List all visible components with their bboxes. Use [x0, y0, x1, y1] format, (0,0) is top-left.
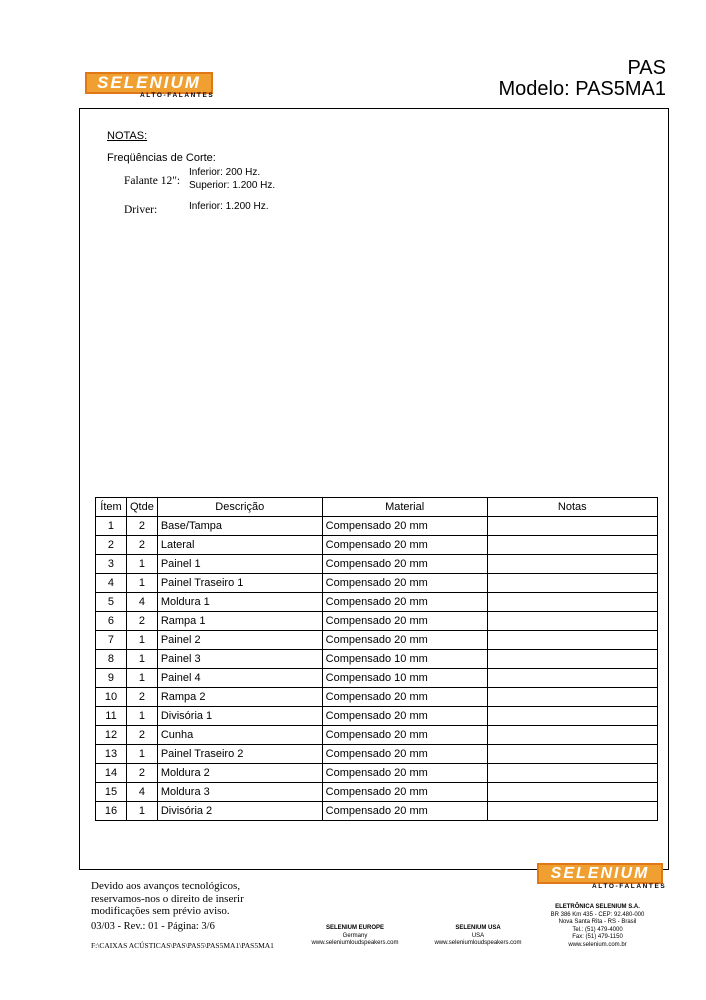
europe-country: Germany [342, 932, 368, 939]
cell-description: Moldura 3 [157, 783, 322, 802]
cell-notes [487, 574, 657, 593]
cell-qty: 1 [126, 802, 157, 821]
europe-url: www.seleniumloudspeakers.com [311, 940, 399, 946]
cell-description: Painel Traseiro 1 [157, 574, 322, 593]
cell-item: 7 [96, 631, 127, 650]
cell-description: Painel Traseiro 2 [157, 745, 322, 764]
cell-qty: 1 [126, 574, 157, 593]
cell-notes [487, 764, 657, 783]
cell-material: Compensado 20 mm [322, 555, 487, 574]
table-row [96, 631, 658, 650]
cell-material: Compensado 20 mm [322, 536, 487, 555]
cell-description: Rampa 2 [157, 688, 322, 707]
cell-qty: 2 [126, 517, 157, 536]
cell-notes [487, 555, 657, 574]
disclaimer-line-1: Devido aos avanços tecnológicos, [91, 880, 241, 892]
cell-material: Compensado 20 mm [322, 631, 487, 650]
table-row [96, 688, 658, 707]
cell-item: 14 [96, 764, 127, 783]
disclaimer-line-3: modificações sem prévio aviso. [91, 905, 230, 917]
cell-qty: 2 [126, 726, 157, 745]
cell-item: 16 [96, 802, 127, 821]
cell-description: Lateral [157, 536, 322, 555]
header-qty: Qtde [126, 498, 157, 517]
cell-item: 13 [96, 745, 127, 764]
header-notes: Notas [487, 498, 657, 517]
cell-item: 1 [96, 517, 127, 536]
cell-material: Compensado 20 mm [322, 574, 487, 593]
cell-qty: 2 [126, 764, 157, 783]
cell-material: Compensado 10 mm [322, 669, 487, 688]
freq-title: Freqüências de Corte: [107, 152, 216, 164]
cell-material: Compensado 20 mm [322, 783, 487, 802]
cell-notes [487, 536, 657, 555]
driver-label: Driver: [124, 204, 158, 216]
cell-description: Painel 4 [157, 669, 322, 688]
cell-description: Divisória 2 [157, 802, 322, 821]
cell-description: Cunha [157, 726, 322, 745]
company-address-1: BR 386 Km 435 - CEP: 92.480-000 [550, 911, 645, 918]
speaker-label: Falante 12": [124, 175, 181, 187]
cell-qty: 2 [126, 688, 157, 707]
notes-heading: NOTAS: [107, 130, 148, 142]
company-tel: Tel.: (51) 479-4000 [572, 926, 623, 933]
cell-notes [487, 802, 657, 821]
cell-description: Painel 1 [157, 555, 322, 574]
cell-item: 11 [96, 707, 127, 726]
cell-qty: 4 [126, 783, 157, 802]
company-address-2: Nova Santa Rita - RS - Brasil [558, 919, 637, 925]
disclaimer [91, 880, 244, 918]
logo-subtitle: ALTO-FALANTES [140, 92, 215, 99]
selenium-logo-footer: SELENIUM [537, 863, 663, 884]
header-item: Ítem [96, 498, 127, 517]
cell-material: Compensado 20 mm [322, 745, 487, 764]
table-row [96, 764, 658, 783]
model-title: Modelo: PAS5MA1 [498, 78, 666, 100]
table-row [96, 650, 658, 669]
cell-notes [487, 745, 657, 764]
cell-item: 5 [96, 593, 127, 612]
page-title: PAS [627, 57, 666, 79]
europe-name: SELENIUM EUROPE [325, 925, 384, 931]
cell-material: Compensado 20 mm [322, 612, 487, 631]
company-site: www.selenium.com.br [568, 941, 627, 948]
company-name: ELETRÔNICA SELENIUM S.A. [555, 904, 640, 910]
speaker-high: Superior: 1.200 Hz. [189, 180, 276, 191]
cell-item: 4 [96, 574, 127, 593]
usa-block [418, 925, 538, 948]
speaker-low: Inferior: 200 Hz. [189, 167, 261, 178]
cell-notes [487, 726, 657, 745]
cell-material: Compensado 20 mm [322, 688, 487, 707]
cell-description: Painel 3 [157, 650, 322, 669]
table-row [96, 802, 658, 821]
cell-notes [487, 517, 657, 536]
driver-low: Inferior: 1.200 Hz. [189, 201, 269, 212]
usa-country: USA [471, 932, 485, 939]
table-row [96, 669, 658, 688]
cell-notes [487, 631, 657, 650]
table-row [96, 536, 658, 555]
cell-description: Divisória 1 [157, 707, 322, 726]
cell-qty: 1 [126, 707, 157, 726]
cell-qty: 1 [126, 555, 157, 574]
cell-notes [487, 593, 657, 612]
cell-item: 6 [96, 612, 127, 631]
table-row [96, 726, 658, 745]
cell-material: Compensado 10 mm [322, 650, 487, 669]
company-block [530, 904, 665, 949]
disclaimer-line-2: reservamos-nos o direito de inserir [91, 892, 244, 905]
cell-item: 3 [96, 555, 127, 574]
header-material: Material [322, 498, 487, 517]
usa-name: SELENIUM USA [455, 925, 501, 931]
cell-item: 12 [96, 726, 127, 745]
cell-notes [487, 669, 657, 688]
cell-item: 10 [96, 688, 127, 707]
cell-material: Compensado 20 mm [322, 593, 487, 612]
table-row [96, 574, 658, 593]
company-fax: Fax: (51) 479-1150 [572, 934, 623, 940]
cell-qty: 1 [126, 745, 157, 764]
cell-material: Compensado 20 mm [322, 726, 487, 745]
cell-description: Moldura 1 [157, 593, 322, 612]
table-row [96, 783, 658, 802]
cell-item: 9 [96, 669, 127, 688]
parts-table [95, 497, 658, 821]
cell-notes [487, 650, 657, 669]
cell-notes [487, 783, 657, 802]
table-row [96, 707, 658, 726]
cell-description: Painel 2 [157, 631, 322, 650]
cell-item: 8 [96, 650, 127, 669]
header-description: Descrição [157, 498, 322, 517]
file-path: F:\CAIXAS ACÚSTICAS\PAS\PAS5\PAS5MA1\PAS5MA1 [91, 941, 274, 950]
cell-description: Moldura 2 [157, 764, 322, 783]
cell-qty: 2 [126, 612, 157, 631]
cell-description: Base/Tampa [157, 517, 322, 536]
logo-subtitle-footer: ALTO-FALANTES [592, 883, 667, 890]
cell-material: Compensado 20 mm [322, 764, 487, 783]
cell-description: Rampa 1 [157, 612, 322, 631]
cell-qty: 1 [126, 669, 157, 688]
cell-qty: 1 [126, 650, 157, 669]
table-row [96, 517, 658, 536]
cell-material: Compensado 20 mm [322, 707, 487, 726]
cell-qty: 1 [126, 631, 157, 650]
cell-item: 15 [96, 783, 127, 802]
table-row [96, 745, 658, 764]
table-row [96, 612, 658, 631]
cell-notes [487, 688, 657, 707]
cell-material: Compensado 20 mm [322, 802, 487, 821]
selenium-logo: SELENIUM [85, 72, 213, 94]
table-row [96, 593, 658, 612]
cell-notes [487, 707, 657, 726]
revision-info: 03/03 - Rev.: 01 - Página: 3/6 [91, 921, 215, 932]
cell-notes [487, 612, 657, 631]
cell-qty: 2 [126, 536, 157, 555]
table-row [96, 555, 658, 574]
table-header-row [96, 498, 658, 517]
europe-block [295, 925, 415, 948]
cell-qty: 4 [126, 593, 157, 612]
cell-material: Compensado 20 mm [322, 517, 487, 536]
cell-item: 2 [96, 536, 127, 555]
usa-url: www.seleniumloudspeakers.com [434, 940, 522, 946]
